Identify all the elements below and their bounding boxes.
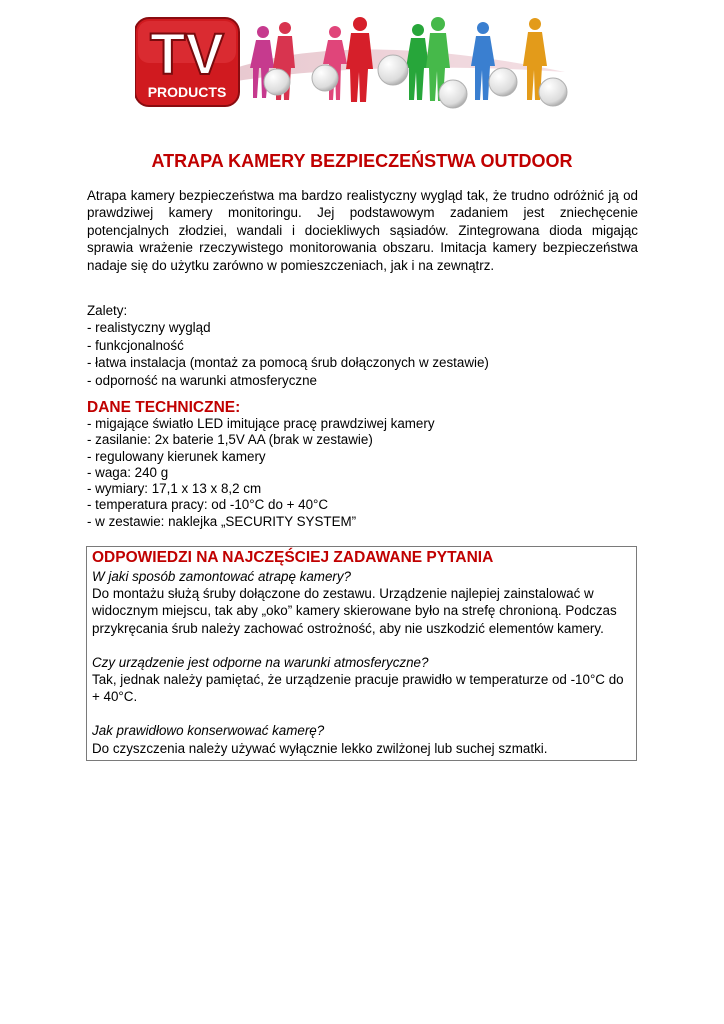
- intro-paragraph: Atrapa kamery bezpieczeństwa ma bardzo realistyczny wygląd tak, że trudno odróżnić ją od prawdziwej kamery monitoringu. Jej podstawowym zadaniem jest zniechęcenie potencjalnych złodziei, wandali i dociekliwych sąsiadów. Zintegrowana dioda migając sprawia wrażenie rzeczywistego monitorowania obszaru. Imitacja kamery bezpieczeństwa nadaje się do użytku zarówno w pomieszczeniach, jak i na zewnątrz.: [87, 188, 638, 273]
- faq-question: Jak prawidłowo konserwować kamerę?: [92, 723, 325, 739]
- faq-answer: Do czyszczenia należy używać wyłącznie lekko zwilżonej lub suchej szmatki.: [92, 740, 548, 756]
- product-bubble: [539, 78, 567, 106]
- person-figure: [346, 17, 373, 102]
- page-title: ATRAPA KAMERY BEZPIECZEŃSTWA OUTDOOR: [151, 151, 573, 171]
- tv-products-logo: [135, 18, 239, 106]
- list-item: - łatwa instalacja (montaż za pomocą śrub dołączonych w zestawie): [87, 355, 489, 371]
- product-bubble: [264, 69, 290, 95]
- technical-data-list: [87, 416, 638, 530]
- product-bubble: [439, 80, 467, 108]
- advantages-section: [87, 302, 638, 389]
- list-item: - waga: 240 g: [87, 464, 169, 480]
- technical-data-section: [87, 416, 638, 530]
- spacer: [92, 637, 632, 654]
- logo-tv-text: TV: [149, 22, 225, 87]
- advantages-label: Zalety:: [87, 303, 128, 318]
- product-bubble: [489, 68, 517, 96]
- list-item: - temperatura pracy: od -10°C do + 40°C: [87, 497, 329, 513]
- list-item: - realistyczny wygląd: [87, 320, 211, 336]
- product-bubble: [378, 55, 408, 85]
- list-item: - funkcjonalność: [87, 337, 184, 353]
- faq-answer: Tak, jednak należy pamiętać, że urządzenie pracuje prawidło w temperaturze od -10°C do + 40°C.: [92, 672, 624, 705]
- product-bubble: [312, 65, 338, 91]
- list-item: - odporność na warunki atmosferyczne: [87, 372, 317, 388]
- person-figure: [406, 24, 429, 100]
- spacer: [92, 705, 632, 722]
- advantages-list: [87, 319, 638, 389]
- list-item: - migające światło LED imitujące pracę prawdziwej kamery: [87, 416, 435, 431]
- faq-answer: Do montażu służą śruby dołączone do zestawu. Urządzenie najlepiej zainstalować w widocznym miejscu, tak aby „oko” kamery skierowane było na strefę chronioną. Podczas przykręcania śrub należy zachować ostrożność, aby nie uszkodzić elementów kamery.: [92, 586, 617, 636]
- technical-data-heading: DANE TECHNICZNE:: [87, 399, 241, 416]
- tv-products-banner: [135, 10, 575, 110]
- faq-question: Czy urządzenie jest odporne na warunki atmosferyczne?: [92, 654, 429, 670]
- list-item: - wymiary: 17,1 x 13 x 8,2 cm: [87, 481, 262, 497]
- faq-heading: ODPOWIEDZI NA NAJCZĘŚCIEJ ZADAWANE PYTANIA: [92, 549, 494, 566]
- list-item: - regulowany kierunek kamery: [87, 448, 266, 464]
- list-item: - w zestawie: naklejka „SECURITY SYSTEM”: [87, 513, 357, 529]
- faq-box: [86, 546, 637, 761]
- list-item: - zasilanie: 2x baterie 1,5V AA (brak w zestawie): [87, 432, 373, 448]
- logo-products-text: PRODUCTS: [147, 84, 227, 100]
- faq-question: W jaki sposób zamontować atrapę kamery?: [92, 569, 351, 584]
